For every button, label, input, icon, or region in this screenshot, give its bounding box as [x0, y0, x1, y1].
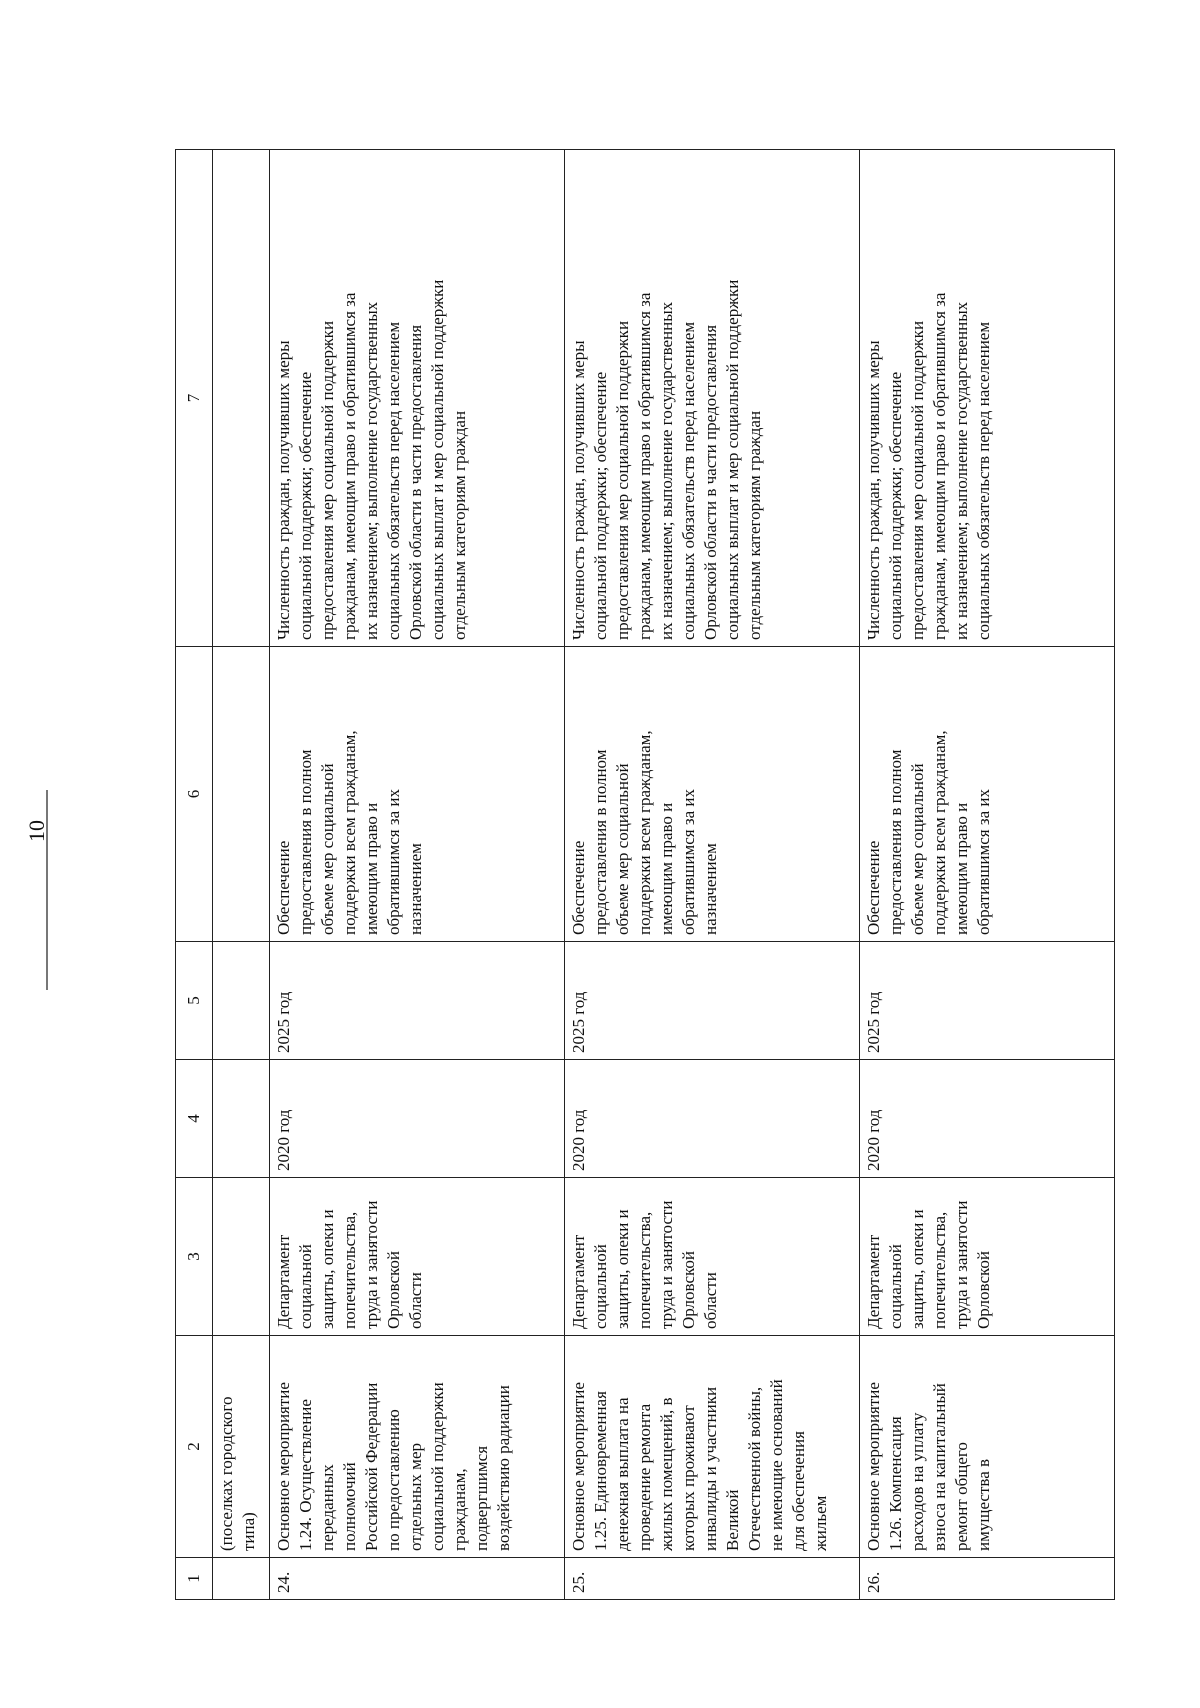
cell-indicator: Численность граждан, получивших меры социальной поддержки; обеспечение предоставления мер социальной поддержки гражданам, имеющим право и обратившимся за их назначением; выполнение государственных социальных обязательств перед населением [860, 150, 1115, 647]
header-col-7: 7 [176, 150, 213, 647]
cell-empty [213, 942, 270, 1060]
header-col-5: 5 [176, 942, 213, 1060]
measures-table [175, 149, 1115, 1600]
cell-number: 24. [270, 1558, 565, 1600]
cell-indicator: Численность граждан, получивших меры социальной поддержки; обеспечение предоставления мер социальной поддержки гражданам, имеющим право и обратившимся за их назначением; выполнение государственных социальных обязательств перед населением Орловской области в части предоставления социальных выплат и мер социальной поддержки отдельным категориям граждан [565, 150, 860, 647]
cell-continuation-text: (поселках городского типа) [213, 1336, 270, 1558]
cell-end-year: 2025 год [860, 942, 1115, 1060]
cell-executor: Департамент социальной защиты, опеки и попечительства, труда и занятости Орловской области [270, 1178, 565, 1336]
cell-number: 26. [860, 1558, 1115, 1600]
table-row [860, 150, 1115, 1600]
header-row [176, 150, 213, 1600]
header-col-2: 2 [176, 1336, 213, 1558]
cell-empty [213, 1558, 270, 1600]
cell-result: Обеспечение предоставления в полном объеме мер социальной поддержки всем гражданам, имеющим право и обратившимся за их [860, 647, 1115, 942]
cell-measure: Основное мероприятие 1.26. Компенсация расходов на уплату взноса на капитальный ремонт общего имущества в [860, 1336, 1115, 1558]
cell-start-year: 2020 год [565, 1060, 860, 1178]
cell-empty [213, 1178, 270, 1336]
cell-result: Обеспечение предоставления в полном объеме мер социальной поддержки всем гражданам, имеющим право и обратившимся за их назначением [270, 647, 565, 942]
cell-executor: Департамент социальной защиты, опеки и попечительства, труда и занятости Орловской области [565, 1178, 860, 1336]
cell-result: Обеспечение предоставления в полном объеме мер социальной поддержки всем гражданам, имеющим право и обратившимся за их назначением [565, 647, 860, 942]
table-row [565, 150, 860, 1600]
page-number: 10 [24, 820, 49, 842]
cell-measure: Основное мероприятие 1.24. Осуществление переданных полномочий Российской Федерации по предоставлению отдельных мер социальной поддержки гражданам, подвергшимся воздействию радиации [270, 1336, 565, 1558]
cell-end-year: 2025 год [270, 942, 565, 1060]
cell-number: 25. [565, 1558, 860, 1600]
cell-start-year: 2020 год [860, 1060, 1115, 1178]
cell-empty [213, 150, 270, 647]
header-col-3: 3 [176, 1178, 213, 1336]
cell-start-year: 2020 год [270, 1060, 565, 1178]
cell-executor: Департамент социальной защиты, опеки и попечительства, труда и занятости Орловской [860, 1178, 1115, 1336]
header-col-1: 1 [176, 1558, 213, 1600]
header-col-6: 6 [176, 647, 213, 942]
cell-measure: Основное мероприятие 1.25. Единовременная денежная выплата на проведение ремонта жилых помещений, в которых проживают инвалиды и участники Великой Отечественной войны, не имеющие оснований для обеспечения жильем [565, 1336, 860, 1558]
cell-empty [213, 1060, 270, 1178]
rotated-table-wrapper [175, 150, 1195, 1600]
cell-empty [213, 647, 270, 942]
continuation-row [213, 150, 270, 1600]
cell-end-year: 2025 год [565, 942, 860, 1060]
table-row [270, 150, 565, 1600]
header-col-4: 4 [176, 1060, 213, 1178]
cell-indicator: Численность граждан, получивших меры социальной поддержки; обеспечение предоставления мер социальной поддержки гражданам, имеющим право и обратившимся за их назначением; выполнение государственных социальных обязательств перед населением Орловской области в части предоставления социальных выплат и мер социальной поддержки отдельным категориям граждан [270, 150, 565, 647]
